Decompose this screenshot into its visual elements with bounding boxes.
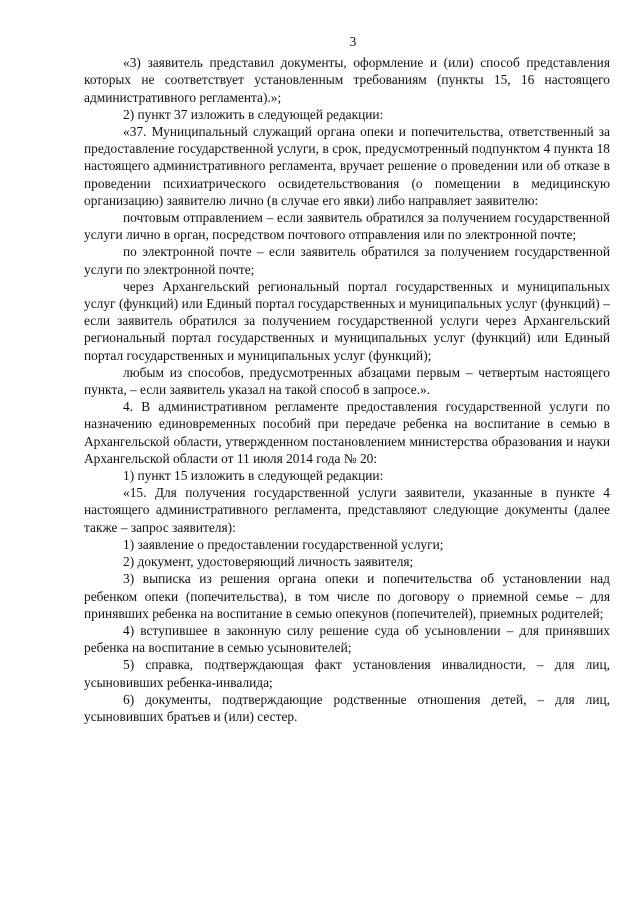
paragraph-11: 1) заявление о предоставлении государственной услуги; [123, 536, 444, 552]
document-body [84, 54, 610, 725]
paragraph-15: 5) справка, подтверждающая факт установления инвалидности, – для лиц, усыновивших ребенка-инвалида; [84, 657, 610, 690]
paragraph-4: почтовым отправлением – если заявитель обратился за получением государственной услуги лично в орган, посредством почтового отправления или по электронной почте; [84, 210, 610, 243]
paragraph-16: 6) документы, подтверждающие родственные отношения детей, – для лиц, усыновивших братьев и (или) сестер. [84, 691, 610, 724]
paragraph-9: 1) пункт 15 изложить в следующей редакции: [123, 468, 384, 484]
paragraph-3: «37. Муниципальный служащий органа опеки и попечительства, ответственный за предоставление государственной услуги, в срок, предусмотренный подпунктом 4 пункта 18 настоящего административного регламента, вручает решение о проведении или об отказе в проведении психиатрического освидетельствования (о помещении в медицинскую организацию) заявителю лично (в случае его явки) либо направляет заявителю: [84, 124, 610, 208]
paragraph-10: «15. Для получения государственной услуги заявители, указанные в пункте 4 настоящего административного регламента, представляют следующие документы (далее также – запрос заявителя): [84, 485, 610, 535]
paragraph-6: через Архангельский региональный портал государственных и муниципальных услуг (функций) или Единый портал государственных и муниципальных услуг (функций) – если заявитель обратился за получением государственной услуги через Архангельский региональный портал государственных и муниципальных услуг (функций) или Единый портал государственных и муниципальных услуг (функций); [84, 278, 610, 363]
paragraph-8: 4. В административном регламенте предоставления государственной услуги по назначению единовременных пособий при передаче ребенка на воспитание в семью в Архангельской области, утвержденном постановлением министерства образования и науки Архангельской области от 11 июля 2014 года № 20: [84, 399, 610, 466]
paragraph-5: по электронной почте – если заявитель обратился за получением государственной услуги по электронной почте; [84, 244, 610, 277]
paragraph-7: любым из способов, предусмотренных абзацами первым – четвертым настоящего пункта, – если заявитель указал на такой способ в запросе.». [84, 364, 610, 398]
paragraph-2: 2) пункт 37 изложить в следующей редакции: [123, 106, 384, 122]
paragraph-1: «3) заявитель представил документы, оформление и (или) способ представления которых не соответствует установленным требованиям (пункты 15, 16 настоящего административного регламента).»; [84, 55, 610, 105]
paragraph-13: 3) выписка из решения органа опеки и попечительства об установлении над ребенком опеки (попечительства), в том числе по договору о приемной семье – для принявших ребенка на воспитание в семью опекунов (попечителей), приемных родителей; [84, 571, 610, 621]
paragraph-14: 4) вступившее в законную силу решение суда об усыновлении – для принявших ребенка на воспитание в семью усыновителей; [84, 622, 610, 656]
page-number: 3 [349, 34, 357, 49]
paragraph-12: 2) документ, удостоверяющий личность заявителя; [123, 554, 414, 570]
